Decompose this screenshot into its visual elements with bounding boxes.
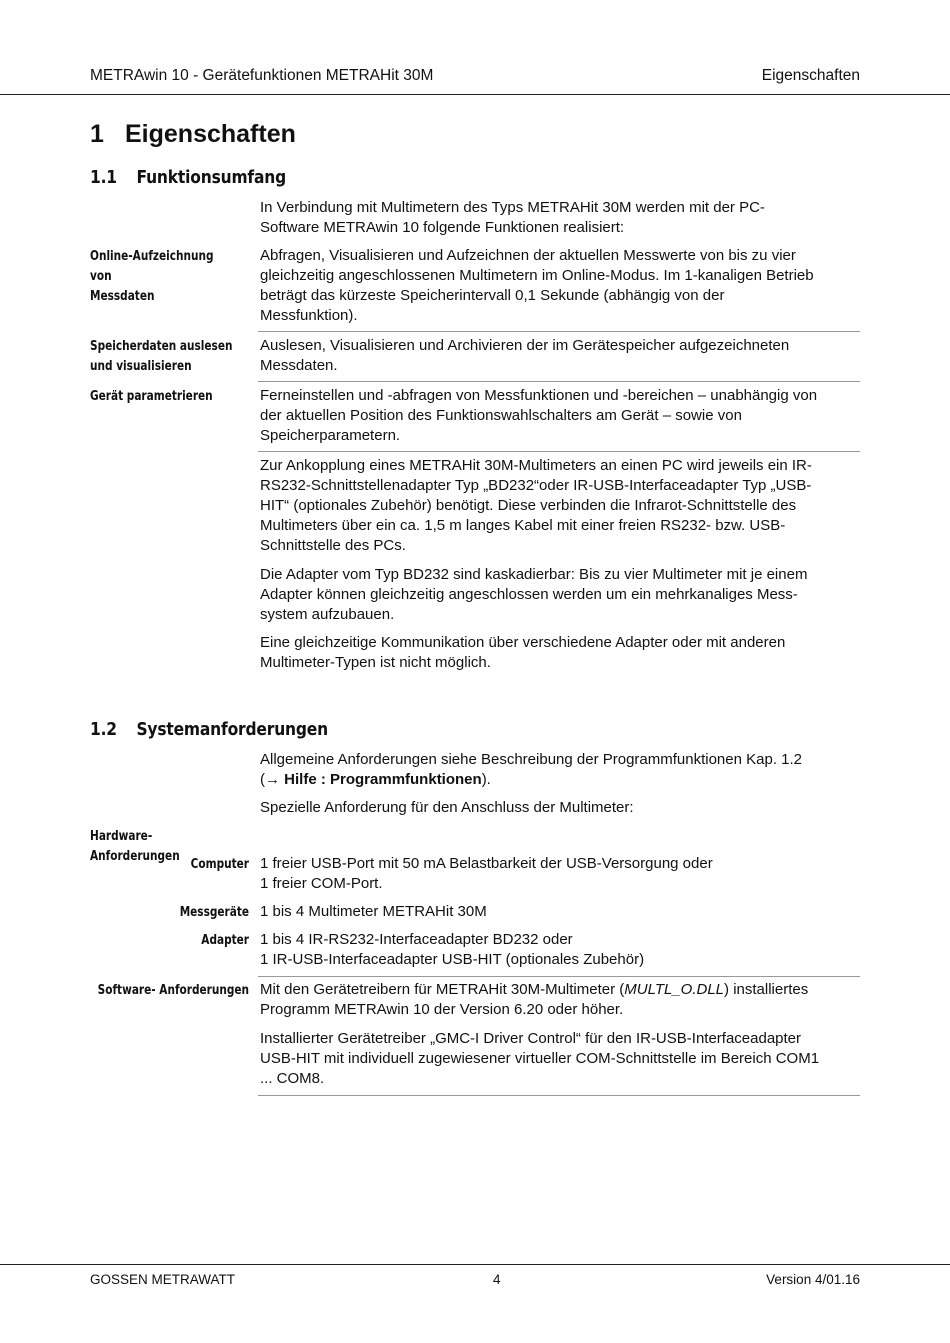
param-line: der aktuellen Position des Funktionswahlschalters am Gerät – sowie von bbox=[260, 407, 742, 424]
page-number: 4 bbox=[493, 1272, 501, 1287]
driver-line: Installierter Gerätetreiber „GMC-I Driver Control“ für den IR-USB-Interfaceadapter bbox=[260, 1030, 802, 1047]
computer-paragraph bbox=[260, 854, 860, 894]
storage-label-line: und visualisieren bbox=[90, 358, 192, 374]
driver-paragraph bbox=[260, 1029, 860, 1089]
section-1-1-title: Funktionsumfang bbox=[136, 167, 287, 188]
sw-line: Programm METRAwin 10 der Version 6.20 oder höher. bbox=[260, 1001, 624, 1018]
help-reference: Hilfe : Programmfunktionen bbox=[284, 771, 482, 788]
cascade-line: system aufzubauen. bbox=[260, 606, 395, 623]
adapter-line: RS232-Schnittstellenadapter Typ „BD232“oder IR-USB-Interfaceadapter Typ „USB- bbox=[260, 477, 812, 494]
adapter-paragraph bbox=[260, 456, 860, 556]
adapter-req-line: 1 bis 4 IR-RS232-Interfaceadapter BD232 oder bbox=[260, 931, 573, 948]
param-paragraph bbox=[260, 386, 860, 446]
param-line: Ferneinstellen und -abfragen von Messfunktionen und -bereichen – unabhängig von bbox=[260, 387, 818, 404]
meters-paragraph: 1 bis 4 Multimeter METRAHit 30M bbox=[260, 903, 487, 920]
section-1-1-heading bbox=[90, 167, 286, 188]
sw-label: Software- Anforderungen bbox=[97, 982, 249, 998]
general-paragraph bbox=[260, 750, 860, 790]
cascade-line: Die Adapter vom Typ BD232 sind kaskadierbar: Bis zu vier Multimeter mit je einem bbox=[260, 566, 808, 583]
param-label: Gerät parametrieren bbox=[90, 388, 213, 404]
computer-line: 1 freier USB-Port mit 50 mA Belastbarkeit der USB-Versorgung oder bbox=[260, 855, 713, 872]
simul-line: Multimeter-Typen ist nicht möglich. bbox=[260, 654, 491, 671]
section-1-2-title: Systemanforderungen bbox=[136, 719, 328, 740]
simul-line: Eine gleichzeitige Kommunikation über verschiedene Adapter oder mit anderen bbox=[260, 634, 786, 651]
footer-version: Version 4/01.16 bbox=[766, 1272, 860, 1287]
general-line bbox=[260, 770, 860, 790]
param-line: Speicherparametern. bbox=[260, 427, 401, 444]
adapter-line: Multimeters über ein ca. 1,5 m langes Kabel mit einer freien RS232- bzw. USB- bbox=[260, 517, 786, 534]
online-line: Abfragen, Visualisieren und Aufzeichnen der aktuellen Messwerte von bis zu vier bbox=[260, 247, 796, 264]
section-1-1-number: 1.1 bbox=[90, 167, 117, 188]
adapter-label: Adapter bbox=[201, 932, 249, 948]
section-1-number: 1 bbox=[90, 120, 104, 148]
paren: ). bbox=[481, 771, 491, 788]
sw-paragraph bbox=[260, 980, 860, 1020]
driver-line: USB-HIT mit individuell zugewiesener virtueller COM-Schnittstelle im Bereich COM1 bbox=[260, 1050, 820, 1067]
footer-divider bbox=[0, 1264, 950, 1265]
paren: ( bbox=[260, 771, 265, 788]
footer-company: GOSSEN METRAWATT bbox=[90, 1272, 235, 1287]
intro-paragraph bbox=[260, 198, 860, 238]
divider bbox=[258, 976, 860, 977]
adapter-line: Schnittstelle des PCs. bbox=[260, 537, 406, 554]
online-line: beträgt das kürzeste Speicherintervall 0,1 Sekunde (abhängig von der bbox=[260, 287, 725, 304]
section-1-heading bbox=[90, 120, 296, 149]
divider bbox=[258, 1095, 860, 1096]
header-divider bbox=[0, 94, 950, 95]
storage-label bbox=[90, 336, 234, 376]
storage-line: Messdaten. bbox=[260, 357, 338, 374]
hw-label: Hardware-Anforderungen bbox=[90, 828, 180, 864]
arrow-right-icon: → bbox=[265, 771, 280, 788]
section-1-2-heading bbox=[90, 719, 328, 740]
storage-paragraph bbox=[260, 336, 860, 376]
header-title: METRAwin 10 - Gerätefunktionen METRAHit 30M bbox=[90, 67, 434, 84]
intro-line: Software METRAwin 10 folgende Funktionen realisiert: bbox=[260, 219, 625, 236]
online-label-line: Online-Aufzeichnung von bbox=[90, 248, 214, 284]
storage-label-line: Speicherdaten auslesen bbox=[90, 338, 233, 354]
intro-line: In Verbindung mit Multimetern des Typs METRAHit 30M werden mit der PC- bbox=[260, 199, 765, 216]
section-1-2-number: 1.2 bbox=[90, 719, 117, 740]
adapter-req-paragraph bbox=[260, 930, 860, 970]
online-line: Messfunktion). bbox=[260, 307, 358, 324]
online-label bbox=[90, 246, 234, 306]
adapter-line: Zur Ankopplung eines METRAHit 30M-Multimeters an einen PC wird jeweils ein IR- bbox=[260, 457, 812, 474]
cascade-line: Adapter können gleichzeitig angeschlossen werden um ein mehrkanaliges Mess- bbox=[260, 586, 798, 603]
divider bbox=[258, 381, 860, 382]
online-line: gleichzeitig angeschlossenen Multimetern im Online-Modus. Im 1-kanaligen Betrieb bbox=[260, 267, 814, 284]
adapter-line: HIT“ (optionales Zubehör) benötigt. Diese verbinden die Infrarot-Schnittstelle des bbox=[260, 497, 797, 514]
online-paragraph bbox=[260, 246, 860, 326]
dll-name: MULTL_O.DLL bbox=[624, 981, 725, 998]
online-label-line: Messdaten bbox=[90, 288, 155, 304]
header-section: Eigenschaften bbox=[761, 67, 860, 84]
divider bbox=[258, 331, 860, 332]
computer-line: 1 freier COM-Port. bbox=[260, 875, 383, 892]
general-line: Allgemeine Anforderungen siehe Beschreibung der Programmfunktionen Kap. 1.2 bbox=[260, 751, 803, 768]
sw-text: ) installiertes bbox=[724, 981, 809, 998]
sw-text: Mit den Gerätetreibern für METRAHit 30M-Multimeter ( bbox=[260, 981, 625, 998]
sw-line bbox=[260, 980, 860, 1000]
section-1-title: Eigenschaften bbox=[125, 120, 296, 148]
divider bbox=[258, 451, 860, 452]
adapter-req-line: 1 IR-USB-Interfaceadapter USB-HIT (optionales Zubehör) bbox=[260, 951, 645, 968]
meters-label: Messgeräte bbox=[179, 904, 249, 920]
computer-label: Computer bbox=[190, 856, 249, 872]
special-paragraph: Spezielle Anforderung für den Anschluss der Multimeter: bbox=[260, 799, 634, 816]
storage-line: Auslesen, Visualisieren und Archivieren der im Gerätespeicher aufgezeichneten bbox=[260, 337, 790, 354]
driver-line: ... COM8. bbox=[260, 1070, 325, 1087]
simul-paragraph bbox=[260, 633, 860, 673]
cascade-paragraph bbox=[260, 565, 860, 625]
